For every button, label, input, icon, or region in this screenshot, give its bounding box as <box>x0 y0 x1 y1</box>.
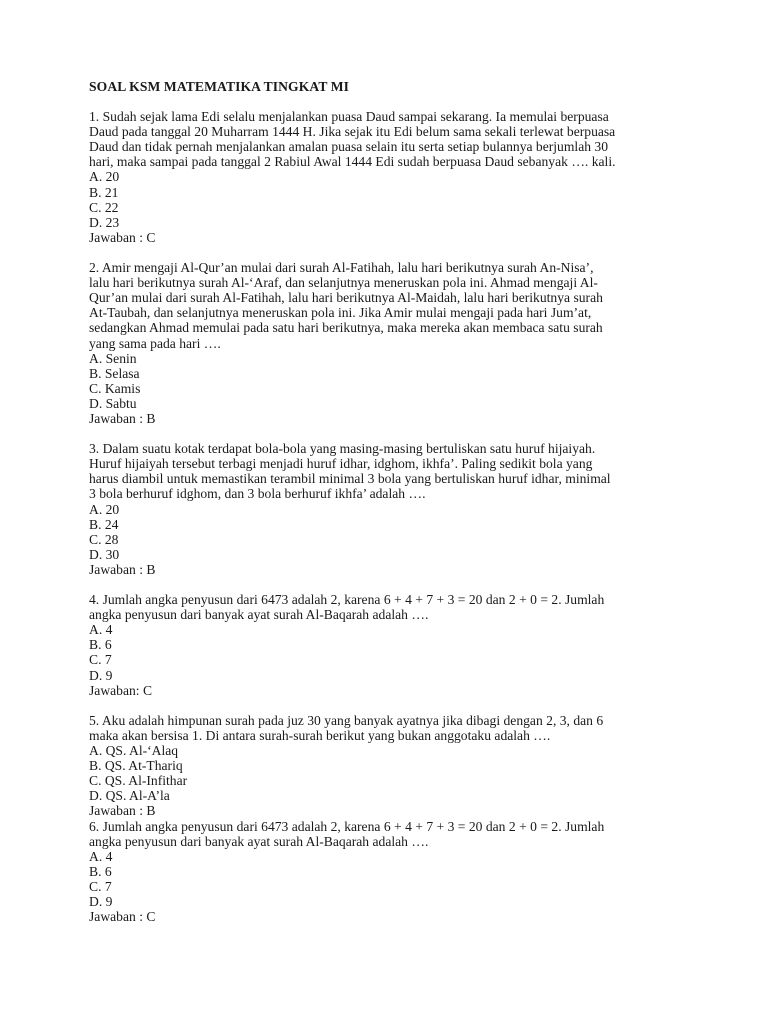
spacer <box>89 245 689 260</box>
spacer <box>89 426 689 441</box>
answer-key: Jawaban : C <box>89 229 156 245</box>
spacer <box>89 698 689 713</box>
question-2 <box>89 260 689 426</box>
question-line: 3 bola berhuruf idghom, dan 3 bola berhuruf ikhfa’ adalah …. <box>89 486 426 502</box>
question-line: 6. Jumlah angka penyusun dari 6473 adalah 2, karena 6 + 4 + 7 + 3 = 20 dan 2 + 0 = 2. Jumlah <box>89 818 605 834</box>
option-d: D. 23 <box>89 214 120 230</box>
answer-key: Jawaban: C <box>89 682 153 698</box>
answer-key: Jawaban : B <box>89 803 156 819</box>
question-3 <box>89 441 689 577</box>
document-title: SOAL KSM MATEMATIKA TINGKAT MI <box>89 79 350 94</box>
question-line: 4. Jumlah angka penyusun dari 6473 adalah 2, karena 6 + 4 + 7 + 3 = 20 dan 2 + 0 = 2. Jumlah <box>89 592 605 608</box>
option-c: C. QS. Al-Infithar <box>89 773 188 789</box>
option-c: C. Kamis <box>89 380 141 396</box>
option-a: A. 20 <box>89 501 120 517</box>
question-line: yang sama pada hari …. <box>89 335 221 351</box>
option-b: B. 6 <box>89 637 112 653</box>
question-line: angka penyusun dari banyak ayat surah Al-Baqarah adalah …. <box>89 607 429 623</box>
question-text <box>89 713 689 743</box>
option-a: A. 20 <box>89 169 120 185</box>
question-5 <box>89 713 689 819</box>
question-6 <box>89 819 689 925</box>
option-a: A. 4 <box>89 622 113 638</box>
option-a: A. Senin <box>89 350 137 366</box>
question-line: 5. Aku adalah himpunan surah pada juz 30 yang banyak ayatnya jika dibagi dengan 2, 3, dan 6 <box>89 712 604 728</box>
option-c: C. 7 <box>89 878 112 894</box>
question-line: At-Taubah, dan selanjutnya meneruskan pola ini. Jika Amir mulai mengaji pada hari Jum’at, <box>89 305 592 321</box>
question-line: Daud dan tidak pernah menjalankan amalan puasa selain itu serta setiap bulannya berjumlah 30 <box>89 139 609 155</box>
question-line: 3. Dalam suatu kotak terdapat bola-bola yang masing-masing bertuliskan satu huruf hijaiyah. <box>89 441 596 457</box>
option-d: D. QS. Al-A’la <box>89 788 170 804</box>
option-b: B. 6 <box>89 863 112 879</box>
option-d: D. 9 <box>89 667 113 683</box>
document-content <box>89 79 689 924</box>
option-a: A. 4 <box>89 848 113 864</box>
question-line: harus diambil untuk memastikan terambil minimal 3 bola yang bertuliskan huruf idhar, minimal <box>89 471 611 487</box>
option-c: C. 28 <box>89 531 119 547</box>
question-line: Daud pada tanggal 20 Muharram 1444 H. Jika sejak itu Edi belum sama sekali terlewat berpuasa <box>89 124 616 140</box>
question-line: sedangkan Ahmad memulai pada satu hari berikutnya, maka mereka akan membaca satu surah <box>89 320 603 336</box>
question-text <box>89 819 689 849</box>
option-a: A. QS. Al-‘Alaq <box>89 743 179 759</box>
option-b: B. Selasa <box>89 365 140 381</box>
option-c: C. 22 <box>89 199 119 215</box>
question-1 <box>89 109 689 245</box>
question-line: lalu hari berikutnya surah Al-‘Araf, dan selanjutnya meneruskan pola ini. Ahmad mengaji Al- <box>89 275 598 291</box>
question-line: 2. Amir mengaji Al-Qur’an mulai dari surah Al-Fatihah, lalu hari berikutnya surah An-Nisa’, <box>89 260 594 276</box>
option-d: D. 30 <box>89 546 120 562</box>
option-d: D. Sabtu <box>89 395 137 411</box>
question-line: Qur’an mulai dari surah Al-Fatihah, lalu hari berikutnya Al-Maidah, lalu hari berikutnya surah <box>89 290 603 306</box>
question-text <box>89 441 689 501</box>
answer-key: Jawaban : B <box>89 561 156 577</box>
spacer <box>89 577 689 592</box>
question-line: maka akan bersisa 1. Di antara surah-surah berikut yang bukan anggotaku adalah …. <box>89 727 551 743</box>
option-b: B. 24 <box>89 516 119 532</box>
question-line: 1. Sudah sejak lama Edi selalu menjalankan puasa Daud sampai sekarang. Ia memulai berpuasa <box>89 109 609 125</box>
question-line: Huruf hijaiyah tersebut terbagi menjadi huruf idhar, idghom, ikhfa’. Paling sedikit bola yang <box>89 456 593 472</box>
question-text <box>89 260 689 351</box>
option-c: C. 7 <box>89 652 112 668</box>
question-line: angka penyusun dari banyak ayat surah Al-Baqarah adalah …. <box>89 833 429 849</box>
option-d: D. 9 <box>89 893 113 909</box>
option-b: B. 21 <box>89 184 119 200</box>
answer-key: Jawaban : B <box>89 410 156 426</box>
question-4 <box>89 592 689 698</box>
option-b: B. QS. At-Thariq <box>89 758 183 774</box>
answer-key: Jawaban : C <box>89 909 156 925</box>
question-text <box>89 109 689 169</box>
question-line: hari, maka sampai pada tanggal 2 Rabiul Awal 1444 Edi sudah berpuasa Daud sebanyak …. kali. <box>89 154 616 170</box>
question-text <box>89 592 689 622</box>
